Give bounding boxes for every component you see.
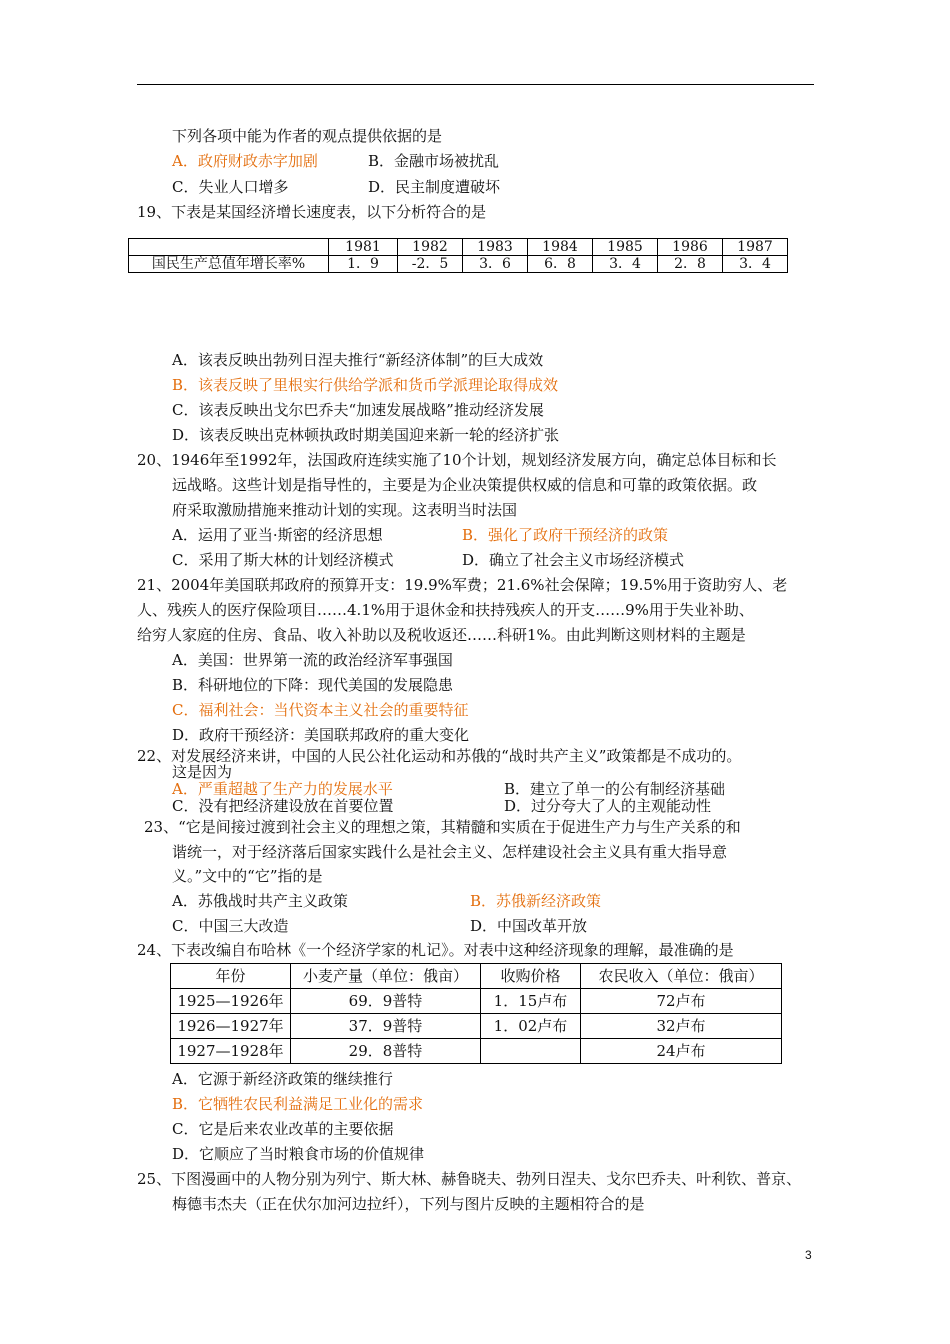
- q21-option-c: C．福利社会：当代资本主义社会的重要特征: [172, 701, 469, 719]
- q20-option-b: B．强化了政府干预经济的政策: [462, 526, 669, 544]
- q18-option-d: D．民主制度遭破坏: [368, 178, 501, 196]
- q20-option-d: D．确立了社会主义市场经济模式: [462, 551, 685, 569]
- q18-option-c: C．失业人口增多: [172, 178, 289, 196]
- q24-option-c: C．它是后来农业改革的主要依据: [172, 1120, 394, 1138]
- q19-option-d: D．该表反映出克林顿执政时期美国迎来新一轮的经济扩张: [172, 426, 560, 444]
- table-cell: 1925—1926年: [171, 989, 291, 1014]
- q24-wheat-table: [170, 963, 782, 1064]
- table-cell: [481, 1039, 581, 1064]
- table-cell: 1983: [463, 239, 528, 256]
- q23-option-a: A．苏俄战时共产主义政策: [172, 892, 348, 910]
- q23-option-d: D．中国改革开放: [470, 917, 588, 935]
- table-row: [171, 1039, 782, 1064]
- q23-stem-line3: 义。”文中的“它”指的是: [172, 867, 323, 885]
- q22-option-b: B．建立了单一的公有制经济基础: [504, 780, 726, 798]
- q20-stem-line1: 20、1946年至1992年，法国政府连续实施了10个计划，规划经济发展方向，确定总体目标和长: [137, 451, 777, 469]
- table-cell: 1981: [329, 239, 398, 256]
- q24-option-d: D．它顺应了当时粮食市场的价值规律: [172, 1145, 425, 1163]
- q21-option-d: D．政府干预经济：美国联邦政府的重大变化: [172, 726, 470, 744]
- table-cell: 1984: [528, 239, 593, 256]
- q18-option-b: B．金融市场被扰乱: [368, 152, 500, 170]
- table-cell: 69．9普特: [291, 989, 481, 1014]
- table-cell: -2．5: [398, 256, 463, 273]
- q19-option-b: B．该表反映了里根实行供给学派和货币学派理论取得成效: [172, 376, 559, 394]
- table-cell: 37．9普特: [291, 1014, 481, 1039]
- table-cell: 1986: [658, 239, 723, 256]
- table-cell: 1927—1928年: [171, 1039, 291, 1064]
- table-cell: 72卢布: [581, 989, 782, 1014]
- table-row: [171, 1014, 782, 1039]
- table-cell: 1987: [723, 239, 788, 256]
- q22-stem-line1: 22、对发展经济来讲，中国的人民公社化运动和苏俄的“战时共产主义”政策都是不成功的。: [137, 747, 742, 765]
- q23-stem-line2: 谐统一，对于经济落后国家实践什么是社会主义、怎样建设社会主义具有重大指导意: [172, 843, 728, 861]
- table-cell: 农民收入（单位：俄亩）: [581, 964, 782, 989]
- table-row-label: 国民生产总值年增长率%: [129, 256, 329, 273]
- table-cell: 32卢布: [581, 1014, 782, 1039]
- q24-stem: 24、下表改编自布哈林《一个经济学家的札记》。对表中这种经济现象的理解，最准确的是: [137, 941, 734, 959]
- q24-option-b: B．它牺牲农民利益满足工业化的需求: [172, 1095, 424, 1113]
- table-cell: 24卢布: [581, 1039, 782, 1064]
- q19-option-a: A．该表反映出勃列日涅夫推行“新经济体制”的巨大成效: [172, 351, 544, 369]
- q20-stem-line3: 府采取激励措施来推动计划的实现。这表明当时法国: [172, 501, 518, 519]
- table-cell: [129, 239, 329, 256]
- table-cell: 收购价格: [481, 964, 581, 989]
- q22-option-a: A．严重超越了生产力的发展水平: [172, 780, 393, 798]
- q18-stem: 下列各项中能为作者的观点提供依据的是: [172, 127, 443, 145]
- q23-option-c: C．中国三大改造: [172, 917, 289, 935]
- q24-option-a: A．它源于新经济政策的继续推行: [172, 1070, 393, 1088]
- q21-stem-line3: 给穷人家庭的住房、食品、收入补助以及税收返还……科研1%。由此判断这则材料的主题是: [137, 626, 746, 644]
- table-row: [171, 989, 782, 1014]
- table-cell: 1926—1927年: [171, 1014, 291, 1039]
- table-cell: 3．4: [593, 256, 658, 273]
- table-header-row: [129, 239, 788, 256]
- table-cell: 年份: [171, 964, 291, 989]
- table-row: [129, 256, 788, 273]
- q20-option-a: A．运用了亚当·斯密的经济思想: [172, 526, 383, 544]
- table-cell: 1．9: [329, 256, 398, 273]
- q23-option-b: B．苏俄新经济政策: [470, 892, 602, 910]
- q21-option-b: B．科研地位的下降：现代美国的发展隐患: [172, 676, 454, 694]
- table-cell: 1985: [593, 239, 658, 256]
- table-cell: 6．8: [528, 256, 593, 273]
- table-cell: 小麦产量（单位：俄亩）: [291, 964, 481, 989]
- q23-stem-line1: 23、“它是间接过渡到社会主义的理想之策，其精髓和实质在于促进生产力与生产关系的和: [144, 818, 741, 836]
- table-cell: 29．8普特: [291, 1039, 481, 1064]
- table-cell: 2．8: [658, 256, 723, 273]
- q20-option-c: C．采用了斯大林的计划经济模式: [172, 551, 394, 569]
- table-cell: 1．02卢布: [481, 1014, 581, 1039]
- q22-option-d: D．过分夸大了人的主观能动性: [504, 797, 712, 815]
- table-cell: 1．15卢布: [481, 989, 581, 1014]
- q25-stem-line1: 25、下图漫画中的人物分别为列宁、斯大林、赫鲁晓夫、勃列日涅夫、戈尔巴乔夫、叶利钦、普京、: [137, 1170, 802, 1188]
- table-cell: 1982: [398, 239, 463, 256]
- q22-stem-line2: 这是因为: [172, 763, 233, 781]
- q19-growth-table: [128, 238, 788, 273]
- q19-stem: 19、下表是某国经济增长速度表，以下分析符合的是: [137, 203, 487, 221]
- q21-option-a: A．美国：世界第一流的政治经济军事强国: [172, 651, 453, 669]
- table-header-row: [171, 964, 782, 989]
- q20-stem-line2: 远战略。这些计划是指导性的，主要是为企业决策提供权威的信息和可靠的政策依据。政: [172, 476, 758, 494]
- table-cell: 3．4: [723, 256, 788, 273]
- q19-option-c: C．该表反映出戈尔巴乔夫“加速发展战略”推动经济发展: [172, 401, 544, 419]
- q21-stem-line1: 21、2004年美国联邦政府的预算开支：19.9%军费；21.6%社会保障；19.5%用于资助穷人、老: [137, 576, 788, 594]
- q21-stem-line2: 人、残疾人的医疗保险项目……4.1%用于退休金和扶持残疾人的开支……9%用于失业补助、: [137, 601, 754, 619]
- table-cell: 3．6: [463, 256, 528, 273]
- header-rule: [137, 84, 814, 85]
- q18-option-a: A．政府财政赤字加剧: [172, 152, 318, 170]
- q22-option-c: C．没有把经济建设放在首要位置: [172, 797, 394, 815]
- q25-stem-line2: 梅德韦杰夫（正在伏尔加河边拉纤），下列与图片反映的主题相符合的是: [172, 1195, 645, 1213]
- page-number: 3: [805, 1248, 812, 1262]
